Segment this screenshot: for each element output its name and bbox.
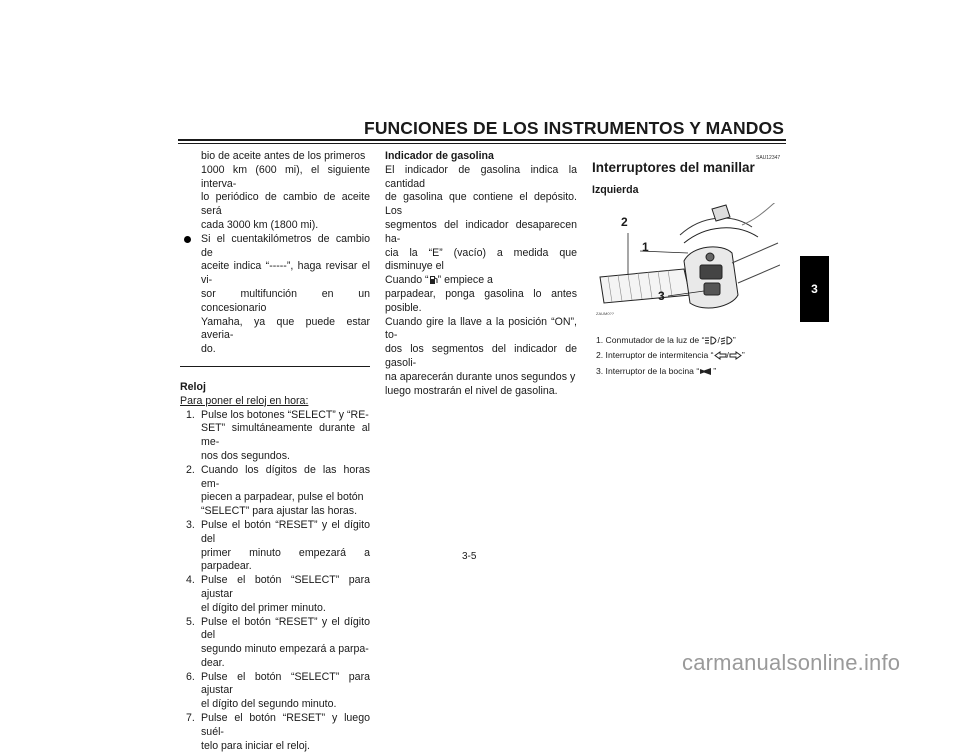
step-item: 7. Pulse el botón “RESET” y luego suél- telo para iniciar el reloj. xyxy=(186,712,370,752)
bullet-icon xyxy=(184,236,191,243)
reloj-subheading: Para poner el reloj en hora: xyxy=(180,394,309,407)
step-item: 3. Pulse el botón “RESET” y el dígito del primer minuto empezará a parpadear. xyxy=(186,518,370,573)
caption-3: 3. Interruptor de la bocina “ ” xyxy=(596,366,717,376)
text-line: parpadear, ponga gasolina lo antes posible. xyxy=(385,287,577,314)
step-item: 4. Pulse el botón “SELECT” para ajustar el dígito del primer minuto. xyxy=(186,574,370,614)
handlebar-switches-heading: Interruptores del manillar xyxy=(592,160,755,175)
left-side-subheading: Izquierda xyxy=(592,184,639,196)
text-line: Yamaha, ya que puede estar averia- xyxy=(201,315,370,342)
section-code: SAU12347 xyxy=(756,155,781,161)
step-item: 1. Pulse los botones “SELECT” y “RE- SET” simultáneamente durante al me- nos dos segundos. xyxy=(186,408,370,462)
step-item: 6. Pulse el botón “SELECT” para ajustar el dígito del segundo minuto. xyxy=(186,670,370,711)
header-rule-thin xyxy=(178,143,786,144)
fuel-gauge-heading: Indicador de gasolina xyxy=(385,150,494,162)
figure-label-2: 2 xyxy=(621,215,628,229)
text-line: do. xyxy=(201,343,216,356)
text-line: dos los segmentos del indicador de gasoli- xyxy=(385,343,577,369)
turn-right-icon xyxy=(729,351,742,360)
text-line: Cuando gire la llave a la posición “ON”, to- xyxy=(385,315,577,342)
page-number: 3-5 xyxy=(462,551,477,562)
horn-icon xyxy=(699,367,713,376)
high-beam-icon xyxy=(704,336,717,345)
figure-code: ZAUM0?? xyxy=(596,311,615,316)
text-line: cada 3000 km (1800 mi). xyxy=(201,218,319,231)
text-line: luego mostrarán el nivel de gasolina. xyxy=(385,384,558,397)
middle-column xyxy=(385,150,577,398)
section-divider xyxy=(180,366,370,367)
step-item: 2. Cuando los dígitos de las horas em- piecen a parpadear, pulse el botón “SELECT” para ajustar las horas. xyxy=(186,463,370,518)
text-line: aceite indica “-----”, haga revisar el vi- xyxy=(201,260,370,287)
caption-1: 1. Conmutador de la luz de “ / ” xyxy=(596,335,736,345)
turn-left-icon xyxy=(714,351,727,360)
caption-2: 2. Interruptor de intermitencia “ / ” xyxy=(596,350,745,360)
text-line: segmentos del indicador desaparecen ha- xyxy=(385,218,577,245)
low-beam-icon xyxy=(720,336,733,345)
step-item: 5. Pulse el botón “RESET” y el dígito del segundo minuto empezará a parpa- dear. xyxy=(186,615,370,669)
continued-paragraph xyxy=(180,150,370,233)
text-line: bio de aceite antes de los primeros xyxy=(201,150,366,162)
text-line: Si el cuentakilómetros de cambio de xyxy=(201,232,370,259)
left-column xyxy=(180,150,370,753)
footer-watermark: carmanualsonline.info xyxy=(682,650,901,675)
figure-label-1: 1 xyxy=(642,240,649,254)
text-line-with-icon: Cuando “ ” empiece a xyxy=(385,274,493,287)
text-line: cia la “E” (vacío) a medida que disminuye el xyxy=(385,246,577,273)
text-line: El indicador de gasolina indica la cantidad xyxy=(385,163,577,190)
text-line: lo periódico de cambio de aceite será xyxy=(201,191,370,218)
reloj-heading: Reloj xyxy=(180,380,206,393)
header-rule-thick xyxy=(178,139,786,141)
chapter-tab: 3 xyxy=(800,256,829,322)
text-line: 1000 km (600 mi), el siguiente interva- xyxy=(201,163,370,190)
figure-label-3: 3 xyxy=(658,289,665,303)
text-line: sor multifunción en un concesionario xyxy=(201,287,370,314)
fuel-pump-icon xyxy=(429,275,438,285)
reloj-steps xyxy=(180,409,370,753)
bullet-item xyxy=(180,233,370,357)
text-line: de gasolina que contiene el depósito. Los xyxy=(385,191,577,218)
text-line: na aparecerán durante unos segundos y xyxy=(385,370,576,383)
page-header-title: FUNCIONES DE LOS INSTRUMENTOS Y MANDOS xyxy=(364,118,784,138)
